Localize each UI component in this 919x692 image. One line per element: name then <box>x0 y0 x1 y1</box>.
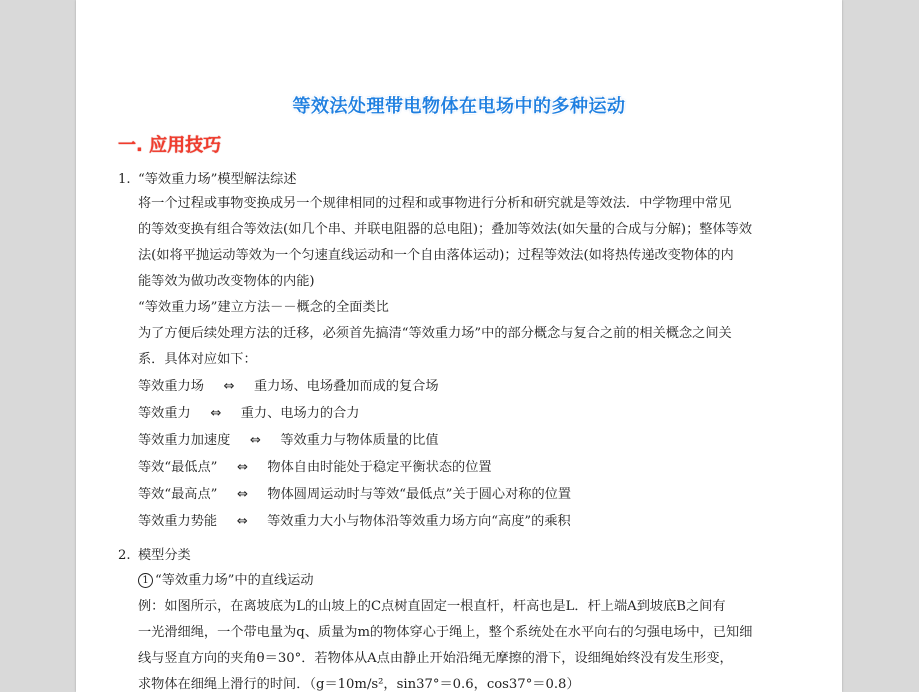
paragraph-line: 将一个过程或事物变换成另一个规律相同的过程和或事物进行分析和研究就是等效法．中学物理中常见 <box>138 196 732 211</box>
concept-term: 等效“最低点” <box>138 460 218 475</box>
concept-pair <box>138 513 571 531</box>
page-title: 等效法处理带电物体在电场中的多种运动 <box>292 96 626 117</box>
example-line: 一光滑细绳，一个带电量为q、质量为m的物体穿心于绳上，整个系统处在水平向右的匀强电场中，已知细 <box>138 625 753 640</box>
item-heading: 模型分类 <box>138 548 191 563</box>
equivalence-arrow-icon: ⇔ <box>236 487 248 502</box>
example-line: 例：如图所示，在离坡底为L的山坡上的C点树直固定一根直杆，杆高也是L．杆上端A到坡底B之间有 <box>138 599 726 614</box>
concept-term: 等效重力加速度 <box>138 433 231 448</box>
example-line: 求物体在细绳上滑行的时间．（g＝10m/s²，sin37°＝0.6，cos37°＝0.8） <box>138 677 580 692</box>
paragraph-line: 法(如将平抛运动等效为一个匀速直线运动和一个自由落体运动)；过程等效法(如将热传递改变物体的内 <box>138 248 734 263</box>
equivalence-arrow-icon: ⇔ <box>236 514 248 529</box>
concept-pair <box>138 405 359 423</box>
concept-pair <box>138 486 571 504</box>
item-heading: “等效重力场”模型解法综述 <box>138 172 297 187</box>
section-heading: 一. 应用技巧 <box>118 135 222 156</box>
concept-pair <box>138 432 439 450</box>
concept-term: 等效重力场 <box>138 379 204 394</box>
concept-meaning: 重力场、电场叠加而成的复合场 <box>253 379 439 394</box>
circled-number-icon: 1 <box>138 573 153 588</box>
concept-meaning: 等效重力大小与物体沿等效重力场方向“高度”的乘积 <box>267 514 571 529</box>
equivalence-arrow-icon: ⇔ <box>210 406 222 421</box>
example-line: 线与竖直方向的夹角θ＝30°．若物体从A点由静止开始沿绳无摩擦的滑下，设细绳始终没有发生形变， <box>138 651 733 666</box>
concept-meaning: 物体自由时能处于稳定平衡状态的位置 <box>267 460 492 475</box>
method-heading: “等效重力场”建立方法－－概念的全面类比 <box>138 300 389 315</box>
item-number: 1. <box>118 172 131 187</box>
concept-pair <box>138 459 492 477</box>
subsection-title: “等效重力场”中的直线运动 <box>155 573 314 588</box>
concept-term: 等效重力 <box>138 406 191 421</box>
subsection-heading <box>138 572 314 590</box>
equivalence-arrow-icon: ⇔ <box>236 460 248 475</box>
paragraph-line: 系．具体对应如下： <box>138 352 257 367</box>
concept-meaning: 重力、电场力的合力 <box>240 406 360 421</box>
item-number: 2. <box>118 548 131 563</box>
paragraph-line: 的等效变换有组合等效法(如几个串、并联电阻器的总电阻)；叠加等效法(如矢量的合成与分解)；整体等效 <box>138 222 753 237</box>
concept-meaning: 物体圆周运动时与等效“最低点”关于圆心对称的位置 <box>267 487 572 502</box>
concept-term: 等效“最高点” <box>138 487 218 502</box>
paragraph-line: 为了方便后续处理方法的迁移，必须首先搞清“等效重力场”中的部分概念与复合之前的相关概念之间关 <box>138 326 732 341</box>
paragraph-line: 能等效为做功改变物体的内能) <box>138 274 315 289</box>
concept-pair <box>138 378 439 396</box>
concept-term: 等效重力势能 <box>138 514 218 529</box>
equivalence-arrow-icon: ⇔ <box>249 433 261 448</box>
equivalence-arrow-icon: ⇔ <box>223 379 235 394</box>
concept-meaning: 等效重力与物体质量的比值 <box>280 433 439 448</box>
document-page <box>76 0 842 692</box>
